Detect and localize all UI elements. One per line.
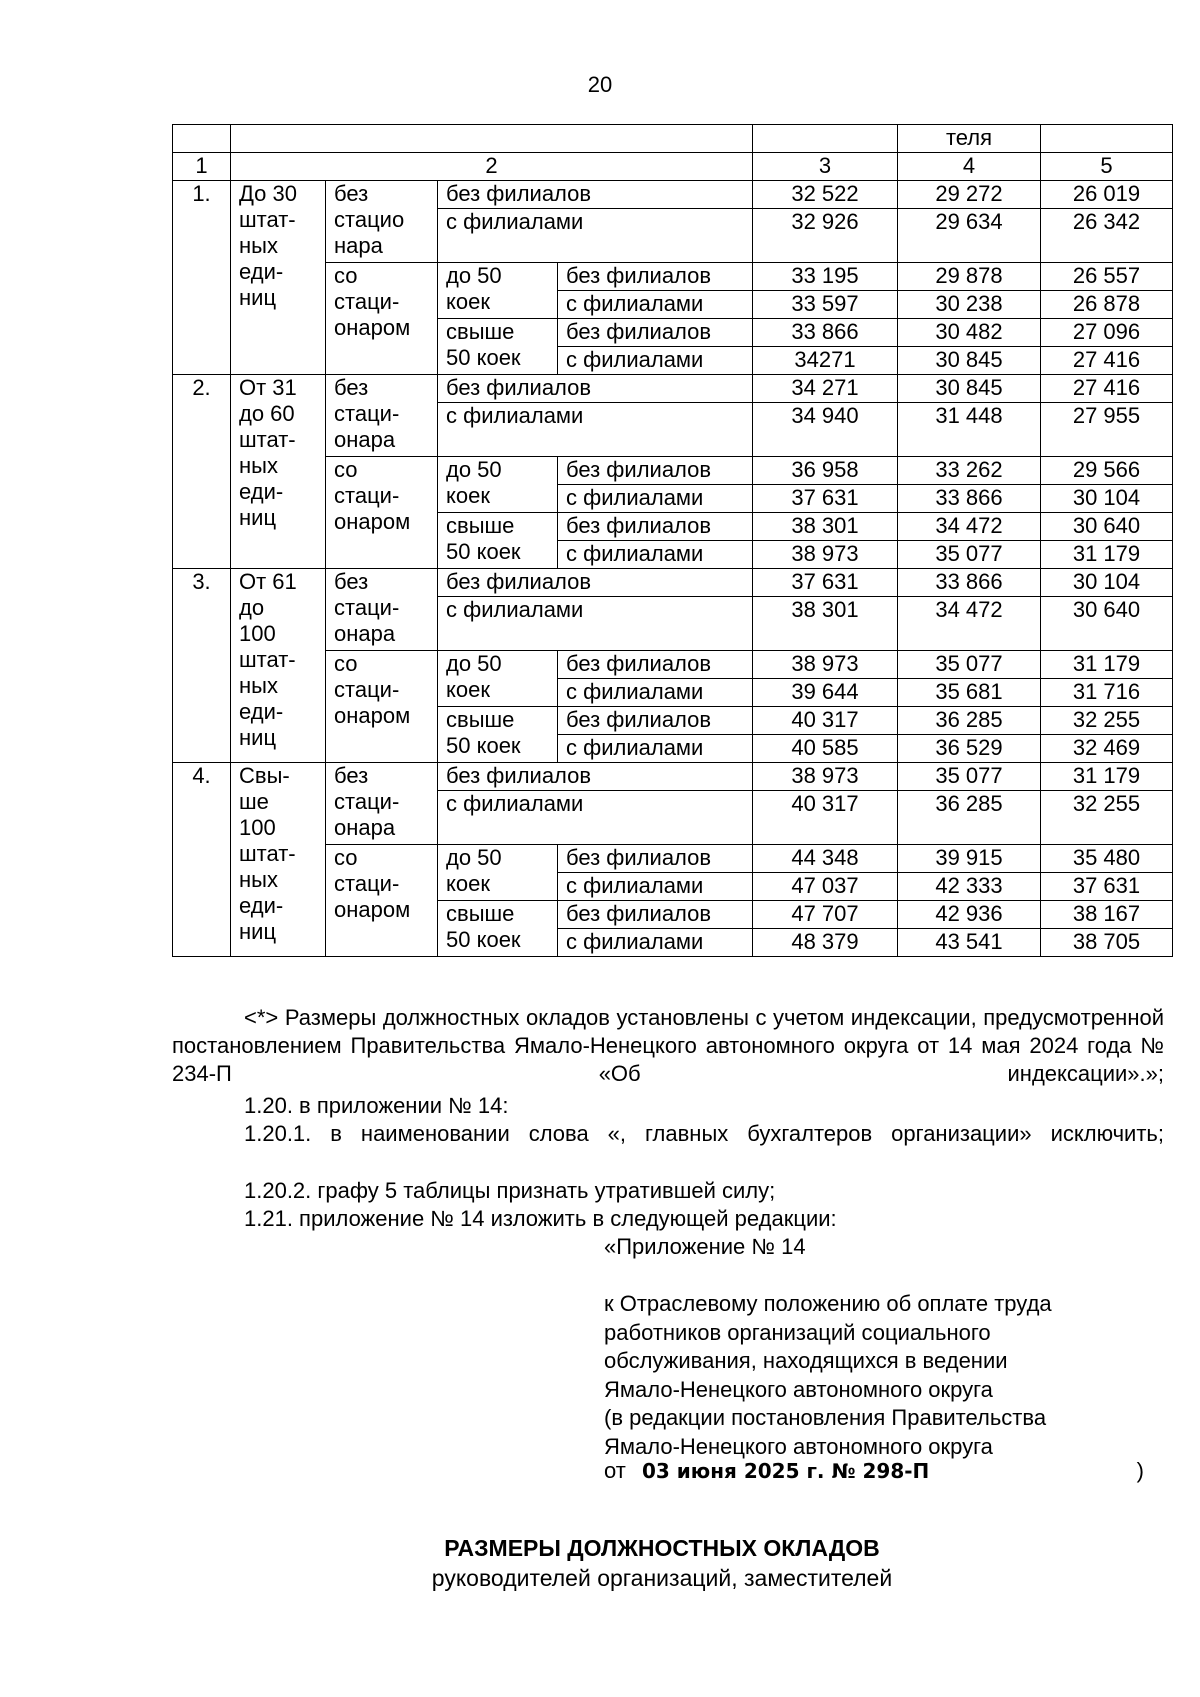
cell-line: ниц (239, 919, 277, 944)
value-cell: 48 379 (753, 929, 898, 957)
value-cell: 29 878 (898, 263, 1041, 291)
cell-line: 100 (239, 621, 276, 646)
fragment-cell: теля (898, 125, 1041, 153)
cell-line: до (239, 595, 265, 620)
cell-line: коек (446, 289, 490, 314)
value-cell: 38 301 (753, 513, 898, 541)
cell-line: без (334, 375, 369, 400)
value-cell: 27 416 (1041, 375, 1173, 403)
cell-line: ных (239, 673, 278, 698)
cell-line: стаци- (334, 401, 400, 426)
cell-line: еди- (239, 699, 284, 724)
cell-line: со (334, 651, 358, 676)
value-cell: 29 566 (1041, 457, 1173, 485)
value-cell: 34 472 (898, 513, 1041, 541)
beds-range (438, 707, 558, 763)
header-cell: 4 (898, 153, 1041, 181)
value-cell: 36 285 (898, 791, 1041, 845)
cell-line: коек (446, 677, 490, 702)
beds-range (438, 651, 558, 707)
cell-line: ных (239, 867, 278, 892)
value-cell: 38 973 (753, 541, 898, 569)
value-cell: 37 631 (753, 569, 898, 597)
branch-label: без филиалов (438, 181, 753, 209)
without-hospital (326, 763, 438, 845)
branch-label: с филиалами (438, 791, 753, 845)
value-cell: 40 317 (753, 707, 898, 735)
beds-range (438, 901, 558, 957)
cell-line: со (334, 457, 358, 482)
cell-line: От 31 (239, 375, 297, 400)
fragment-cell (1041, 125, 1173, 153)
branch-label: без филиалов (558, 901, 753, 929)
value-cell: 33 866 (898, 485, 1041, 513)
value-cell: 40 317 (753, 791, 898, 845)
appendix-line: (в редакции постановления Правительства (604, 1405, 1047, 1430)
cell-line: свыше (446, 707, 515, 732)
table-header-row (173, 153, 1173, 181)
header-cell: 3 (753, 153, 898, 181)
branch-label: с филиалами (558, 347, 753, 375)
cell-line: до 50 (446, 845, 502, 870)
value-cell: 35 681 (898, 679, 1041, 707)
fragment-cell (753, 125, 898, 153)
cell-line: стаци- (334, 789, 400, 814)
para-1-21: 1.21. приложение № 14 изложить в следующей редакции: (244, 1206, 837, 1231)
cell-line: штат- (239, 427, 296, 452)
cell-line: 50 коек (446, 927, 521, 952)
para-1-20-2: 1.20.2. графу 5 таблицы признать утратившей силу; (244, 1178, 776, 1203)
value-cell: 35 077 (898, 763, 1041, 791)
cell-line: ниц (239, 285, 277, 310)
value-cell: 36 958 (753, 457, 898, 485)
beds-range (438, 513, 558, 569)
value-cell: 38 973 (753, 763, 898, 791)
value-cell: 38 167 (1041, 901, 1173, 929)
cell-line: свыше (446, 513, 515, 538)
cell-line: Свы- (239, 763, 290, 788)
cell-line: стаци- (334, 595, 400, 620)
branch-label: с филиалами (558, 541, 753, 569)
branch-label: без филиалов (438, 569, 753, 597)
value-cell: 26 878 (1041, 291, 1173, 319)
value-cell: 26 019 (1041, 181, 1173, 209)
decree-number: 03 июня 2025 г. № 298-П (641, 1459, 930, 1483)
cell-line: коек (446, 483, 490, 508)
appendix-block (604, 1290, 1164, 1461)
salary-table (172, 124, 1173, 957)
value-cell: 37 631 (753, 485, 898, 513)
with-hospital (326, 457, 438, 569)
cell-line: 50 коек (446, 539, 521, 564)
value-cell: 32 469 (1041, 735, 1173, 763)
value-cell: 37 631 (1041, 873, 1173, 901)
value-cell: 38 705 (1041, 929, 1173, 957)
value-cell: 36 285 (898, 707, 1041, 735)
branch-label: с филиалами (558, 735, 753, 763)
branch-label: с филиалами (558, 679, 753, 707)
appendix-line: обслуживания, находящихся в ведении (604, 1348, 1008, 1373)
branch-label: без филиалов (558, 319, 753, 347)
cell-line: стаци- (334, 483, 400, 508)
cell-line: еди- (239, 259, 284, 284)
cell-line: без (334, 763, 369, 788)
cell-line: со (334, 845, 358, 870)
cell-line: ных (239, 233, 278, 258)
para-1-20-1: 1.20.1. в наименовании слова «, главных бухгалтеров организации» исключить; (244, 1121, 1164, 1146)
value-cell: 30 482 (898, 319, 1041, 347)
beds-range (438, 457, 558, 513)
value-cell: 34271 (753, 347, 898, 375)
beds-range (438, 319, 558, 375)
beds-range (438, 263, 558, 319)
branch-label: с филиалами (438, 597, 753, 651)
value-cell: 27 416 (1041, 347, 1173, 375)
group-size (231, 763, 326, 957)
cell-line: нара (334, 233, 383, 258)
cell-line: онаром (334, 509, 411, 534)
branch-label: с филиалами (558, 291, 753, 319)
value-cell: 31 179 (1041, 651, 1173, 679)
appendix-line: Ямало-Ненецкого автономного округа (604, 1376, 993, 1402)
table-row (173, 375, 1173, 403)
cell-line: онаром (334, 897, 411, 922)
value-cell: 42 936 (898, 901, 1041, 929)
value-cell: 38 301 (753, 597, 898, 651)
group-number: 1. (173, 181, 231, 375)
value-cell: 34 271 (753, 375, 898, 403)
value-cell: 30 104 (1041, 485, 1173, 513)
value-cell: 43 541 (898, 929, 1041, 957)
value-cell: 29 272 (898, 181, 1041, 209)
group-number: 3. (173, 569, 231, 763)
header-cell: 1 (173, 153, 231, 181)
value-cell: 36 529 (898, 735, 1041, 763)
without-hospital (326, 569, 438, 651)
cell-line: ных (239, 453, 278, 478)
appendix-line: работников организаций социального (604, 1319, 991, 1345)
cell-line: ше (239, 789, 269, 814)
value-cell: 32 522 (753, 181, 898, 209)
cell-line: до 50 (446, 263, 502, 288)
fragment-cell (173, 125, 231, 153)
value-cell: 31 448 (898, 403, 1041, 457)
value-cell: 44 348 (753, 845, 898, 873)
value-cell: 33 866 (898, 569, 1041, 597)
value-cell: 29 634 (898, 209, 1041, 263)
value-cell: 27 096 (1041, 319, 1173, 347)
value-cell: 39 644 (753, 679, 898, 707)
value-cell: 31 716 (1041, 679, 1173, 707)
cell-line: До 30 (239, 181, 297, 206)
group-number: 4. (173, 763, 231, 957)
branch-label: с филиалами (558, 929, 753, 957)
value-cell: 35 077 (898, 541, 1041, 569)
value-cell: 32 255 (1041, 791, 1173, 845)
decree-close-paren: ) (1136, 1458, 1144, 1483)
value-cell: 42 333 (898, 873, 1041, 901)
cell-line: онара (334, 621, 396, 646)
with-hospital (326, 845, 438, 957)
cell-line: стацио (334, 207, 405, 232)
para-1-20: 1.20. в приложении № 14: (244, 1093, 509, 1118)
cell-line: до 60 (239, 401, 295, 426)
cell-line: без (334, 181, 369, 206)
branch-label: с филиалами (558, 485, 753, 513)
cell-line: онара (334, 427, 396, 452)
footnote: <*> Размеры должностных окладов установлены с учетом индексации, предусмотренной постановлением Правительства Ямало-Ненецкого автономного округа от 14 мая 2024 года № 234-П «Об индексации».»; (172, 1005, 1164, 1086)
value-cell: 30 104 (1041, 569, 1173, 597)
with-hospital (326, 651, 438, 763)
cell-line: онаром (334, 703, 411, 728)
value-cell: 26 557 (1041, 263, 1173, 291)
table-row (173, 181, 1173, 209)
without-hospital (326, 181, 438, 263)
group-number: 2. (173, 375, 231, 569)
cell-line: стаци- (334, 289, 400, 314)
decree-line (604, 1458, 1164, 1484)
value-cell: 30 640 (1041, 513, 1173, 541)
branch-label: с филиалами (438, 403, 753, 457)
value-cell: 47 037 (753, 873, 898, 901)
cell-line: со (334, 263, 358, 288)
cell-line: От 61 (239, 569, 297, 594)
cell-line: 50 коек (446, 733, 521, 758)
cell-line: штат- (239, 647, 296, 672)
cell-line: онаром (334, 315, 411, 340)
value-cell: 27 955 (1041, 403, 1173, 457)
header-cell: 2 (231, 153, 753, 181)
beds-range (438, 845, 558, 901)
page-number: 20 (587, 72, 613, 97)
branch-label: без филиалов (438, 375, 753, 403)
table-row (173, 569, 1173, 597)
branch-label: без филиалов (558, 263, 753, 291)
cell-line: стаци- (334, 871, 400, 896)
value-cell: 40 585 (753, 735, 898, 763)
appendix-title: «Приложение № 14 (604, 1234, 806, 1259)
group-size (231, 375, 326, 569)
value-cell: 34 940 (753, 403, 898, 457)
cell-line: еди- (239, 479, 284, 504)
group-size (231, 181, 326, 375)
value-cell: 39 915 (898, 845, 1041, 873)
value-cell: 33 866 (753, 319, 898, 347)
branch-label: без филиалов (558, 457, 753, 485)
cell-line: штат- (239, 841, 296, 866)
branch-label: без филиалов (438, 763, 753, 791)
cell-line: свыше (446, 319, 515, 344)
table-row (173, 763, 1173, 791)
value-cell: 31 179 (1041, 541, 1173, 569)
value-cell: 35 480 (1041, 845, 1173, 873)
value-cell: 34 472 (898, 597, 1041, 651)
without-hospital (326, 375, 438, 457)
cell-line: 100 (239, 815, 276, 840)
cell-line: ниц (239, 505, 277, 530)
section-subheading: руководителей организаций, заместителей (431, 1565, 893, 1591)
branch-label: без филиалов (558, 707, 753, 735)
cell-line: онара (334, 815, 396, 840)
cell-line: до 50 (446, 457, 502, 482)
cell-line: 50 коек (446, 345, 521, 370)
value-cell: 35 077 (898, 651, 1041, 679)
value-cell: 30 845 (898, 347, 1041, 375)
value-cell: 33 195 (753, 263, 898, 291)
cell-line: без (334, 569, 369, 594)
branch-label: без филиалов (558, 845, 753, 873)
branch-label: без филиалов (558, 513, 753, 541)
value-cell: 47 707 (753, 901, 898, 929)
cell-line: еди- (239, 893, 284, 918)
with-hospital (326, 263, 438, 375)
cell-line: свыше (446, 901, 515, 926)
value-cell: 30 845 (898, 375, 1041, 403)
cell-line: штат- (239, 207, 296, 232)
cell-line: до 50 (446, 651, 502, 676)
value-cell: 30 238 (898, 291, 1041, 319)
appendix-line: к Отраслевому положению об оплате труда (604, 1291, 1052, 1316)
header-cell: 5 (1041, 153, 1173, 181)
branch-label: без филиалов (558, 651, 753, 679)
appendix-line: Ямало-Ненецкого автономного округа (604, 1433, 993, 1459)
value-cell: 31 179 (1041, 763, 1173, 791)
cell-line: стаци- (334, 677, 400, 702)
branch-label: с филиалами (438, 209, 753, 263)
value-cell: 30 640 (1041, 597, 1173, 651)
value-cell: 33 262 (898, 457, 1041, 485)
section-heading: РАЗМЕРЫ ДОЛЖНОСТНЫХ ОКЛАДОВ (444, 1535, 880, 1561)
value-cell: 26 342 (1041, 209, 1173, 263)
decree-from: от (604, 1458, 626, 1483)
group-size (231, 569, 326, 763)
value-cell: 32 926 (753, 209, 898, 263)
table-fragment-row (173, 125, 1173, 153)
value-cell: 33 597 (753, 291, 898, 319)
cell-line: ниц (239, 725, 277, 750)
cell-line: коек (446, 871, 490, 896)
value-cell: 32 255 (1041, 707, 1173, 735)
fragment-cell (231, 125, 753, 153)
branch-label: с филиалами (558, 873, 753, 901)
value-cell: 38 973 (753, 651, 898, 679)
